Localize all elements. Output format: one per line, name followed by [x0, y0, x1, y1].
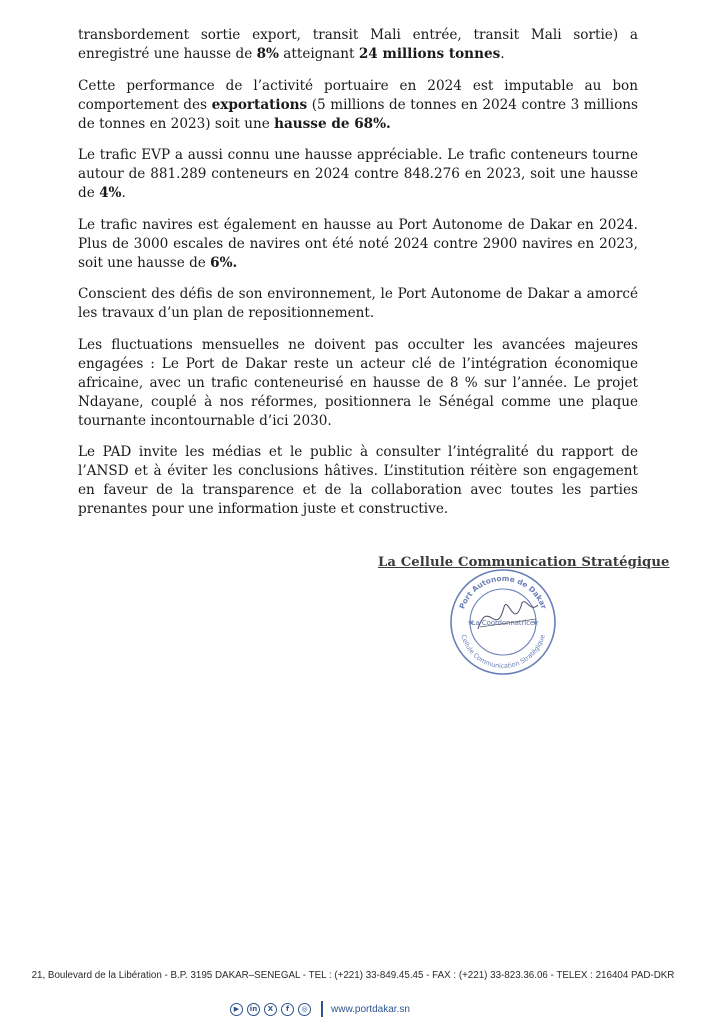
- stamp-ring-top: Port Autonome de Dakar: [457, 573, 549, 611]
- website-link[interactable]: www.portdakar.sn: [331, 1003, 410, 1015]
- text-run: (5 millions de tonnes en 2024 contre 3 millions de tonnes en 2023) soit une: [78, 96, 638, 132]
- svg-text:Port Autonome de Dakar: [457, 574, 548, 611]
- text-run: transbordement sortie export, transit Mali entrée, transit Mali sortie) a enregistré une hausse de: [78, 27, 638, 62]
- footer-social-bar: [230, 997, 410, 1021]
- text-run: .: [121, 185, 126, 201]
- text-run: Le trafic EVP a aussi connu une hausse appréciable. Le trafic conteneurs tourne autour de 881.289 conteneurs en 2024 contre 848.276 en 2023, soit une hausse de: [78, 147, 638, 201]
- bold-text: 4%: [99, 185, 122, 201]
- stamp-center-text: La Coordonnatrice: [471, 619, 535, 627]
- official-stamp: [448, 567, 558, 677]
- footer-divider: [321, 1001, 323, 1017]
- svg-text:★: ★: [467, 618, 475, 627]
- stamp-ring-bottom: Cellule Communication Stratégique: [459, 633, 547, 671]
- x-icon[interactable]: X: [264, 1003, 277, 1016]
- signature-title: La Cellule Communication Stratégique: [378, 555, 670, 570]
- youtube-icon[interactable]: ▶: [230, 1003, 243, 1016]
- signature-block: [378, 555, 698, 675]
- facebook-icon[interactable]: f: [281, 1003, 294, 1016]
- text-run: Les fluctuations mensuelles ne doivent pas occulter les avancées majeures engagées : Le Port de Dakar reste un acteur clé de l’intégration économique africaine, avec un trafic conteneurisé en hausse de 8 % sur l’année. Le projet Ndayane, couplé à nos réformes, positionnera le Sénégal comme une plaque tournante incontournable d’ici 2030.: [78, 336, 638, 429]
- text-run: Le PAD invite les médias et le public à consulter l’intégralité du rapport de l’ANSD et à éviter les conclusions hâtives. L’institution réitère son engagement en faveur de la transparence et de la collaboration avec toutes les parties prenantes pour une information juste et constructive.: [78, 444, 638, 517]
- text-run: Conscient des défis de son environnement, le Port Autonome de Dakar a amorcé les travaux d’un plan de repositionnement.: [78, 286, 638, 321]
- paragraph-1: [78, 26, 638, 64]
- text-run: atteignant: [278, 46, 359, 62]
- bold-text: 6%.: [210, 254, 238, 271]
- bold-text: 8%: [256, 46, 279, 62]
- bold-text: hausse de 68%.: [274, 115, 391, 132]
- footer-address: 21, Boulevard de la Libération - B.P. 3195 DAKAR–SENEGAL - TEL : (+221) 33-849.45.45 - FAX : (+221) 33-823.36.06 - TELEX : 216404 PAD-DKR: [31, 970, 675, 981]
- document-body: [78, 26, 638, 532]
- paragraph-4: [78, 216, 638, 273]
- paragraph-7: [78, 443, 638, 519]
- svg-text:★: ★: [532, 618, 540, 627]
- bold-text: 24 millions tonnes: [358, 46, 501, 62]
- paragraph-3: [78, 146, 638, 203]
- text-run: .: [500, 46, 505, 62]
- text-run: Cette performance de l’activité portuaire en 2024 est imputable au bon comportement des: [78, 77, 638, 113]
- linkedin-icon[interactable]: in: [247, 1003, 260, 1016]
- bold-text: exportations: [211, 96, 308, 113]
- text-run: Le trafic navires est également en hausse au Port Autonome de Dakar en 2024. Plus de 3000 escales de navires ont été noté 2024 contre 2900 navires en 2023, soit une hausse de: [78, 216, 638, 271]
- instagram-icon[interactable]: ◎: [298, 1003, 311, 1016]
- paragraph-6: [78, 336, 638, 431]
- paragraph-5: [78, 285, 638, 323]
- paragraph-2: [78, 77, 638, 134]
